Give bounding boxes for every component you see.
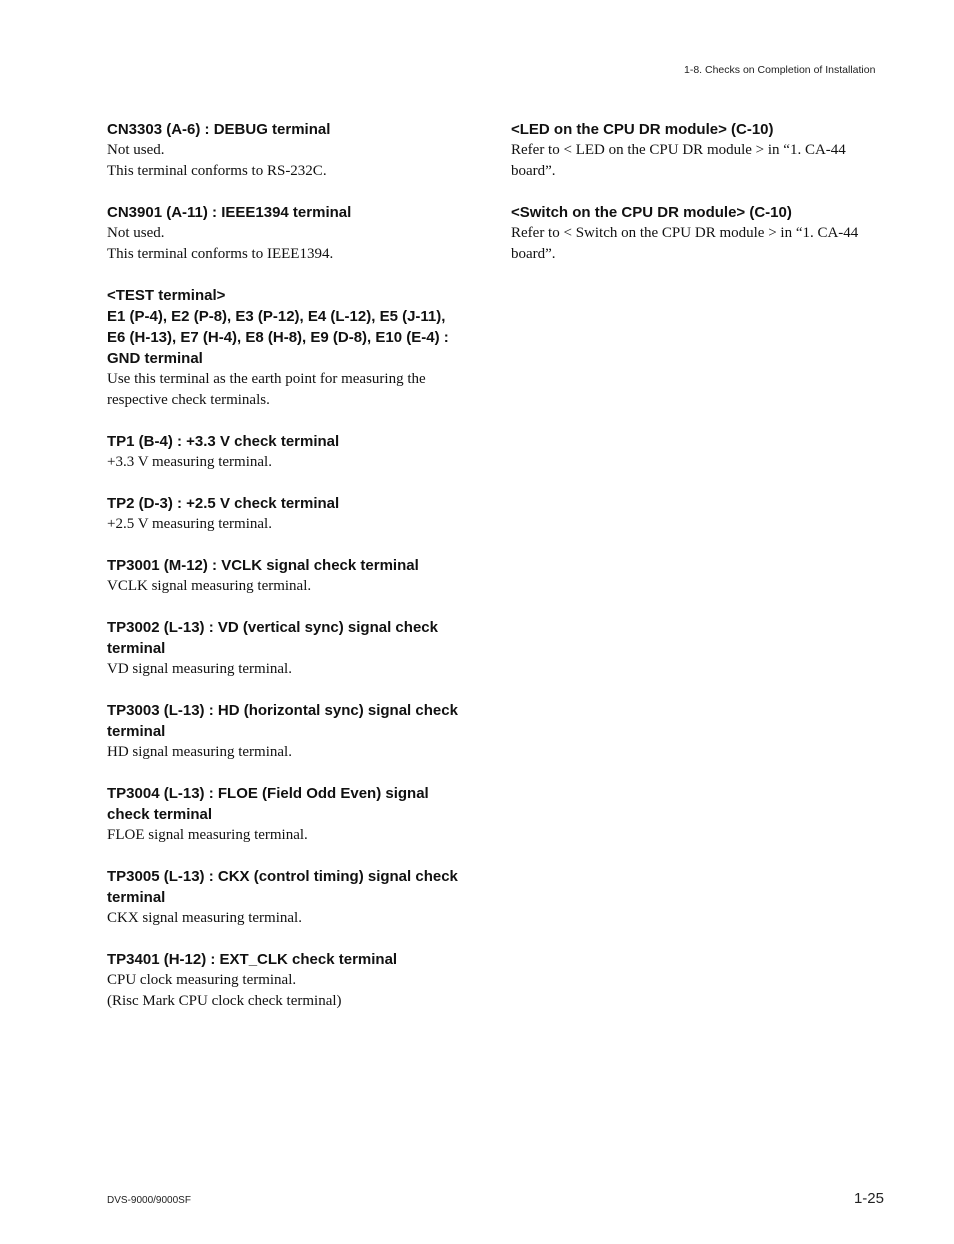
section-body [107,576,487,597]
heading-line: TP3004 (L-13) : FLOE (Field Odd Even) signal [107,785,429,802]
heading-line: <TEST terminal> [107,287,226,304]
section-heading [511,119,883,140]
terminal-section [511,202,883,265]
terminal-section [107,431,487,473]
section-heading [107,617,487,659]
body-line: FLOE signal measuring terminal. [107,827,308,843]
section-body [107,742,487,763]
section-body [107,908,487,929]
terminal-section [107,949,487,1012]
section-heading [107,700,487,742]
terminal-section [107,119,487,182]
heading-line: TP3401 (H-12) : EXT_CLK check terminal [107,951,398,968]
section-body [107,140,487,182]
heading-line: TP3001 (M-12) : VCLK signal check terminal [107,557,419,574]
heading-line: CN3303 (A-6) : DEBUG terminal [107,121,331,138]
section-heading [107,783,487,825]
body-line: board”. [511,246,556,262]
body-line: This terminal conforms to IEEE1394. [107,246,334,262]
heading-line: TP2 (D-3) : +2.5 V check terminal [107,495,340,512]
body-line: +2.5 V measuring terminal. [107,516,272,532]
heading-line: terminal [107,640,166,657]
section-heading [107,202,487,223]
body-line: This terminal conforms to RS-232C. [107,163,327,179]
section-body [107,452,487,473]
section-heading [107,431,487,452]
terminal-section [511,119,883,182]
body-line: (Risc Mark CPU clock check terminal) [107,993,342,1009]
section-body [511,223,883,265]
section-heading [107,119,487,140]
heading-line: GND terminal [107,350,203,367]
body-line: HD signal measuring terminal. [107,744,292,760]
section-heading [107,555,487,576]
section-body [511,140,883,182]
heading-line: terminal [107,889,166,906]
running-header: 1-8. Checks on Completion of Installation [684,64,876,76]
heading-line: TP3003 (L-13) : HD (horizontal sync) signal check [107,702,458,719]
section-heading [107,866,487,908]
terminal-section [107,493,487,535]
terminal-section [107,617,487,680]
body-line: CKX signal measuring terminal. [107,910,302,926]
terminal-section [107,285,487,411]
terminal-section [107,555,487,597]
section-body [107,659,487,680]
terminal-section [107,866,487,929]
body-line: Not used. [107,225,165,241]
section-body [107,825,487,846]
section-heading [107,949,487,970]
body-line: Use this terminal as the earth point for measuring the [107,371,426,387]
heading-line: E1 (P-4), E2 (P-8), E3 (P-12), E4 (L-12), E5 (J-11), [107,308,446,325]
section-body [107,970,487,1012]
heading-line: terminal [107,723,166,740]
section-heading [511,202,883,223]
heading-line: <LED on the CPU DR module> (C-10) [511,121,774,138]
terminal-section [107,700,487,763]
footer-page-number: 1-25 [853,1190,884,1207]
section-body [107,369,487,411]
section-body [107,514,487,535]
heading-line: TP3005 (L-13) : CKX (control timing) signal check [107,868,458,885]
heading-line: <Switch on the CPU DR module> (C-10) [511,204,792,221]
body-line: board”. [511,163,556,179]
heading-line: TP1 (B-4) : +3.3 V check terminal [107,433,340,450]
terminal-section [107,202,487,265]
body-line: +3.3 V measuring terminal. [107,454,272,470]
body-line: VCLK signal measuring terminal. [107,578,312,594]
body-line: respective check terminals. [107,392,270,408]
body-line: CPU clock measuring terminal. [107,972,297,988]
section-heading [107,285,487,369]
heading-line: check terminal [107,806,213,823]
right-column [511,119,883,285]
body-line: Not used. [107,142,165,158]
left-column [107,119,487,1032]
terminal-section [107,783,487,846]
section-heading [107,493,487,514]
footer-model-name: DVS-9000/9000SF [107,1195,191,1206]
heading-line: CN3901 (A-11) : IEEE1394 terminal [107,204,352,221]
section-body [107,223,487,265]
body-line: VD signal measuring terminal. [107,661,292,677]
heading-line: E6 (H-13), E7 (H-4), E8 (H-8), E9 (D-8), E10 (E-4) : [107,329,449,346]
heading-line: TP3002 (L-13) : VD (vertical sync) signal check [107,619,438,636]
body-line: Refer to < Switch on the CPU DR module > in “1. CA-44 [511,225,859,241]
body-line: Refer to < LED on the CPU DR module > in “1. CA-44 [511,142,846,158]
